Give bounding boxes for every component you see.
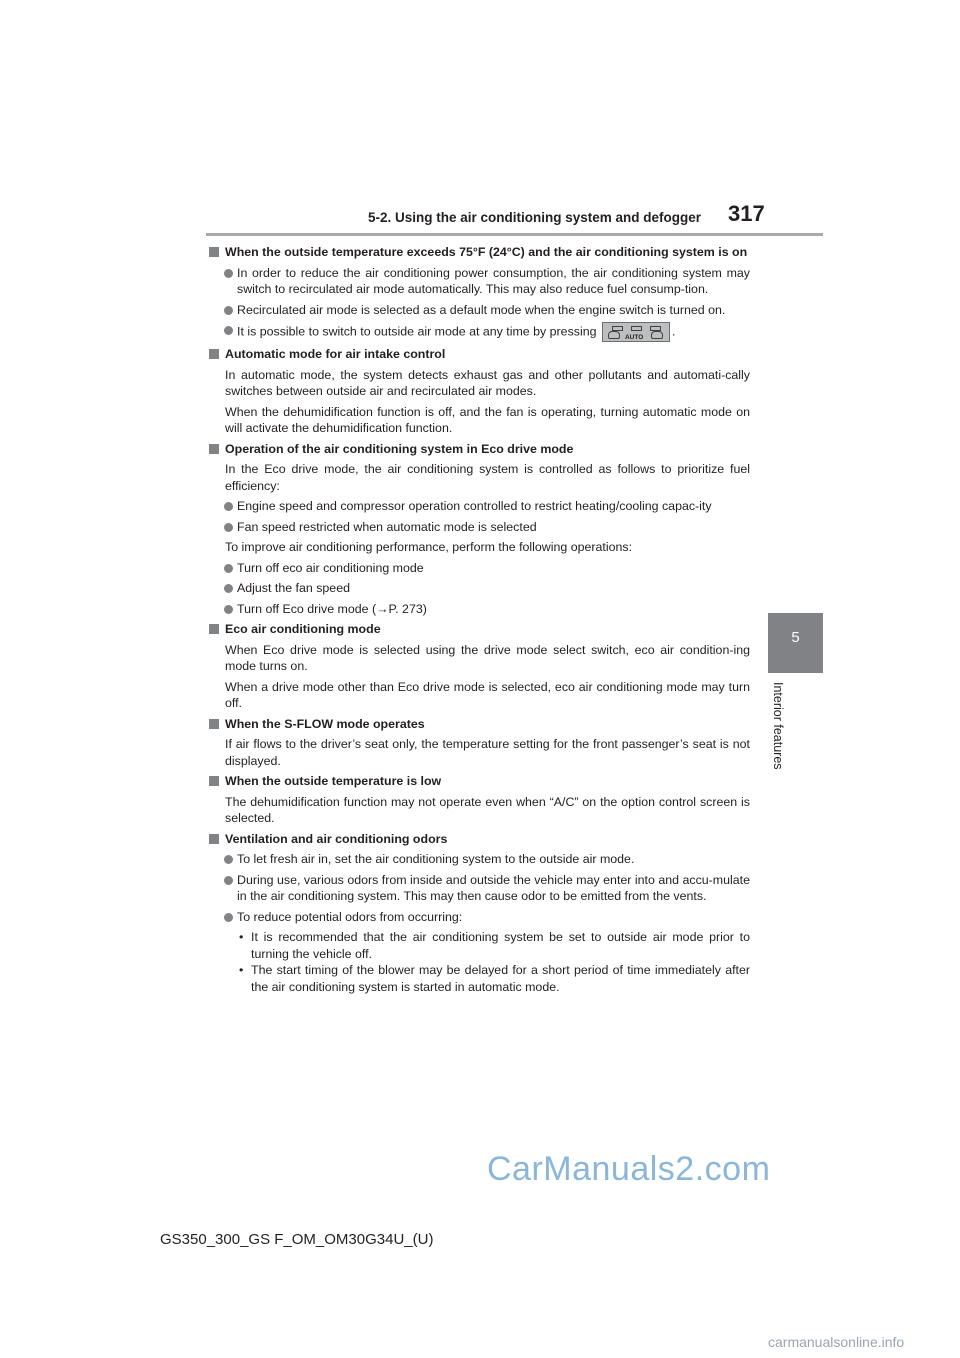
heading-square-icon [209,247,219,257]
bullet-item [209,498,750,515]
section-heading [209,716,750,733]
paragraph: The dehumidification function may not operate even when “A/C” on the option control screen is selected. [225,794,750,825]
sub-bullet-text: The start timing of the blower may be delayed for a short period of time immediately after the air conditioning system is started in automatic mode. [251,963,750,994]
section-heading [209,441,750,458]
online-watermark: carmanualsonline.info [768,1334,905,1350]
sub-bullet-marker: • [239,930,244,944]
bullet-item [209,519,750,536]
bullet-dot-icon [224,523,233,532]
heading-square-icon [209,834,219,844]
bullet-dot-icon [224,306,233,315]
auto-label: AUTO [624,334,644,341]
bullet-item [209,872,750,905]
recirculated-air-icon [608,331,620,339]
bullet-dot-icon [224,605,233,614]
heading-square-icon [209,349,219,359]
bullet-text-page-ref: Turn off Eco drive mode (→P. 273) [237,601,427,616]
sub-bullet-text: It is recommended that the air conditioning system be set to outside air mode prior to turning the vehicle off. [251,930,750,961]
bullet-text: During use, various odors from inside and outside the vehicle may enter into and accu-mulate in the air conditioning system. This may then cause odor to be emitted from the vents. [237,872,750,903]
bullet-text: Recirculated air mode is selected as a default mode when the engine switch is turned on. [237,302,726,317]
bullet-dot-icon [224,876,233,885]
bullet-item [209,322,750,342]
bullet-text: Turn off eco air conditioning mode [237,560,424,575]
bullet-text: Engine speed and compressor operation controlled to restrict heating/cooling capac-ity [237,499,712,513]
sub-bullet-item [209,929,750,962]
bullet-item [209,560,750,577]
bullet-item [209,851,750,868]
chapter-number: 5 [791,629,800,646]
chapter-title-vertical [771,682,789,792]
carmanuals-watermark: CarManuals2.com [487,1150,771,1188]
bullet-item [209,601,750,618]
heading-square-icon [209,444,219,454]
auto-air-intake-button-icon [602,322,670,342]
bullet-item [209,265,750,298]
section-heading [209,621,750,638]
paragraph: To improve air conditioning performance, perform the following operations: [225,540,633,554]
heading-text: When the S-FLOW mode operates [225,716,425,731]
page-number: 317 [728,201,765,226]
footer-doc-code: GS350_300_GS F_OM_OM30G34U_(U) [160,1231,434,1248]
bullet-dot-icon [224,855,233,864]
bullet-text-end: . [671,324,676,339]
bullet-text: In order to reduce the air conditioning power consumption, the air conditioning system may switch to recirculated air mode automatically. This may also reduce fuel consump-tion. [237,265,750,296]
bullet-item [209,580,750,597]
paragraph: When a drive mode other than Eco drive mode is selected, eco air conditioning mode may turn off. [225,679,750,710]
bullet-dot-icon [224,269,233,278]
bullet-item [209,302,750,319]
heading-square-icon [209,719,219,729]
paragraph: When Eco drive mode is selected using the drive mode select switch, eco air condition-ing mode turns on. [225,642,750,673]
bullet-dot-icon [224,584,233,593]
heading-text: Automatic mode for air intake control [225,347,446,361]
heading-text: When the outside temperature exceeds 75°F (24°C) and the air conditioning system is on [225,245,748,259]
section-heading [209,346,750,363]
bullet-dot-icon [224,564,233,573]
sub-bullet-marker: • [239,963,244,977]
section-heading [209,773,750,790]
bullet-text: It is possible to switch to outside air mode at any time by pressing [237,324,597,339]
heading-text: Eco air conditioning mode [225,622,381,636]
bullet-text: Adjust the fan speed [237,581,350,595]
bullet-dot-icon [224,326,233,335]
paragraph: If air flows to the driver’s seat only, the temperature setting for the front passenger’s seat is not displayed. [225,737,750,768]
heading-square-icon [209,776,219,786]
heading-text: Operation of the air conditioning system in Eco drive mode [225,441,574,456]
bullet-text: To reduce potential odors from occurring: [237,909,463,924]
manual-content [209,244,750,995]
bullet-text: To let fresh air in, set the air conditioning system to the outside air mode. [237,852,635,866]
header-divider [206,233,823,236]
heading-text: When the outside temperature is low [225,774,442,788]
section-heading [209,831,750,848]
bullet-dot-icon [224,913,233,922]
bullet-dot-icon [224,502,233,511]
sub-bullet-item [209,962,750,995]
section-header-title: 5-2. Using the air conditioning system and defogger [368,210,702,225]
outside-air-icon [651,331,663,339]
section-heading [209,244,750,261]
paragraph: When the dehumidification function is off, and the fan is operating, turning automatic mode on will activate the dehumidification function. [225,404,750,435]
heading-text: Ventilation and air conditioning odors [225,831,448,846]
chapter-title-text: Interior features [771,682,785,770]
bullet-item [209,909,750,926]
bullet-text: Fan speed restricted when automatic mode is selected [237,519,537,534]
paragraph: In the Eco drive mode, the air conditioning system is controlled as follows to prioritize fuel efficiency: [225,462,750,493]
heading-square-icon [209,624,219,634]
paragraph: In automatic mode, the system detects exhaust gas and other pollutants and automati-cally switches between outside air and recirculated air modes. [225,367,750,398]
